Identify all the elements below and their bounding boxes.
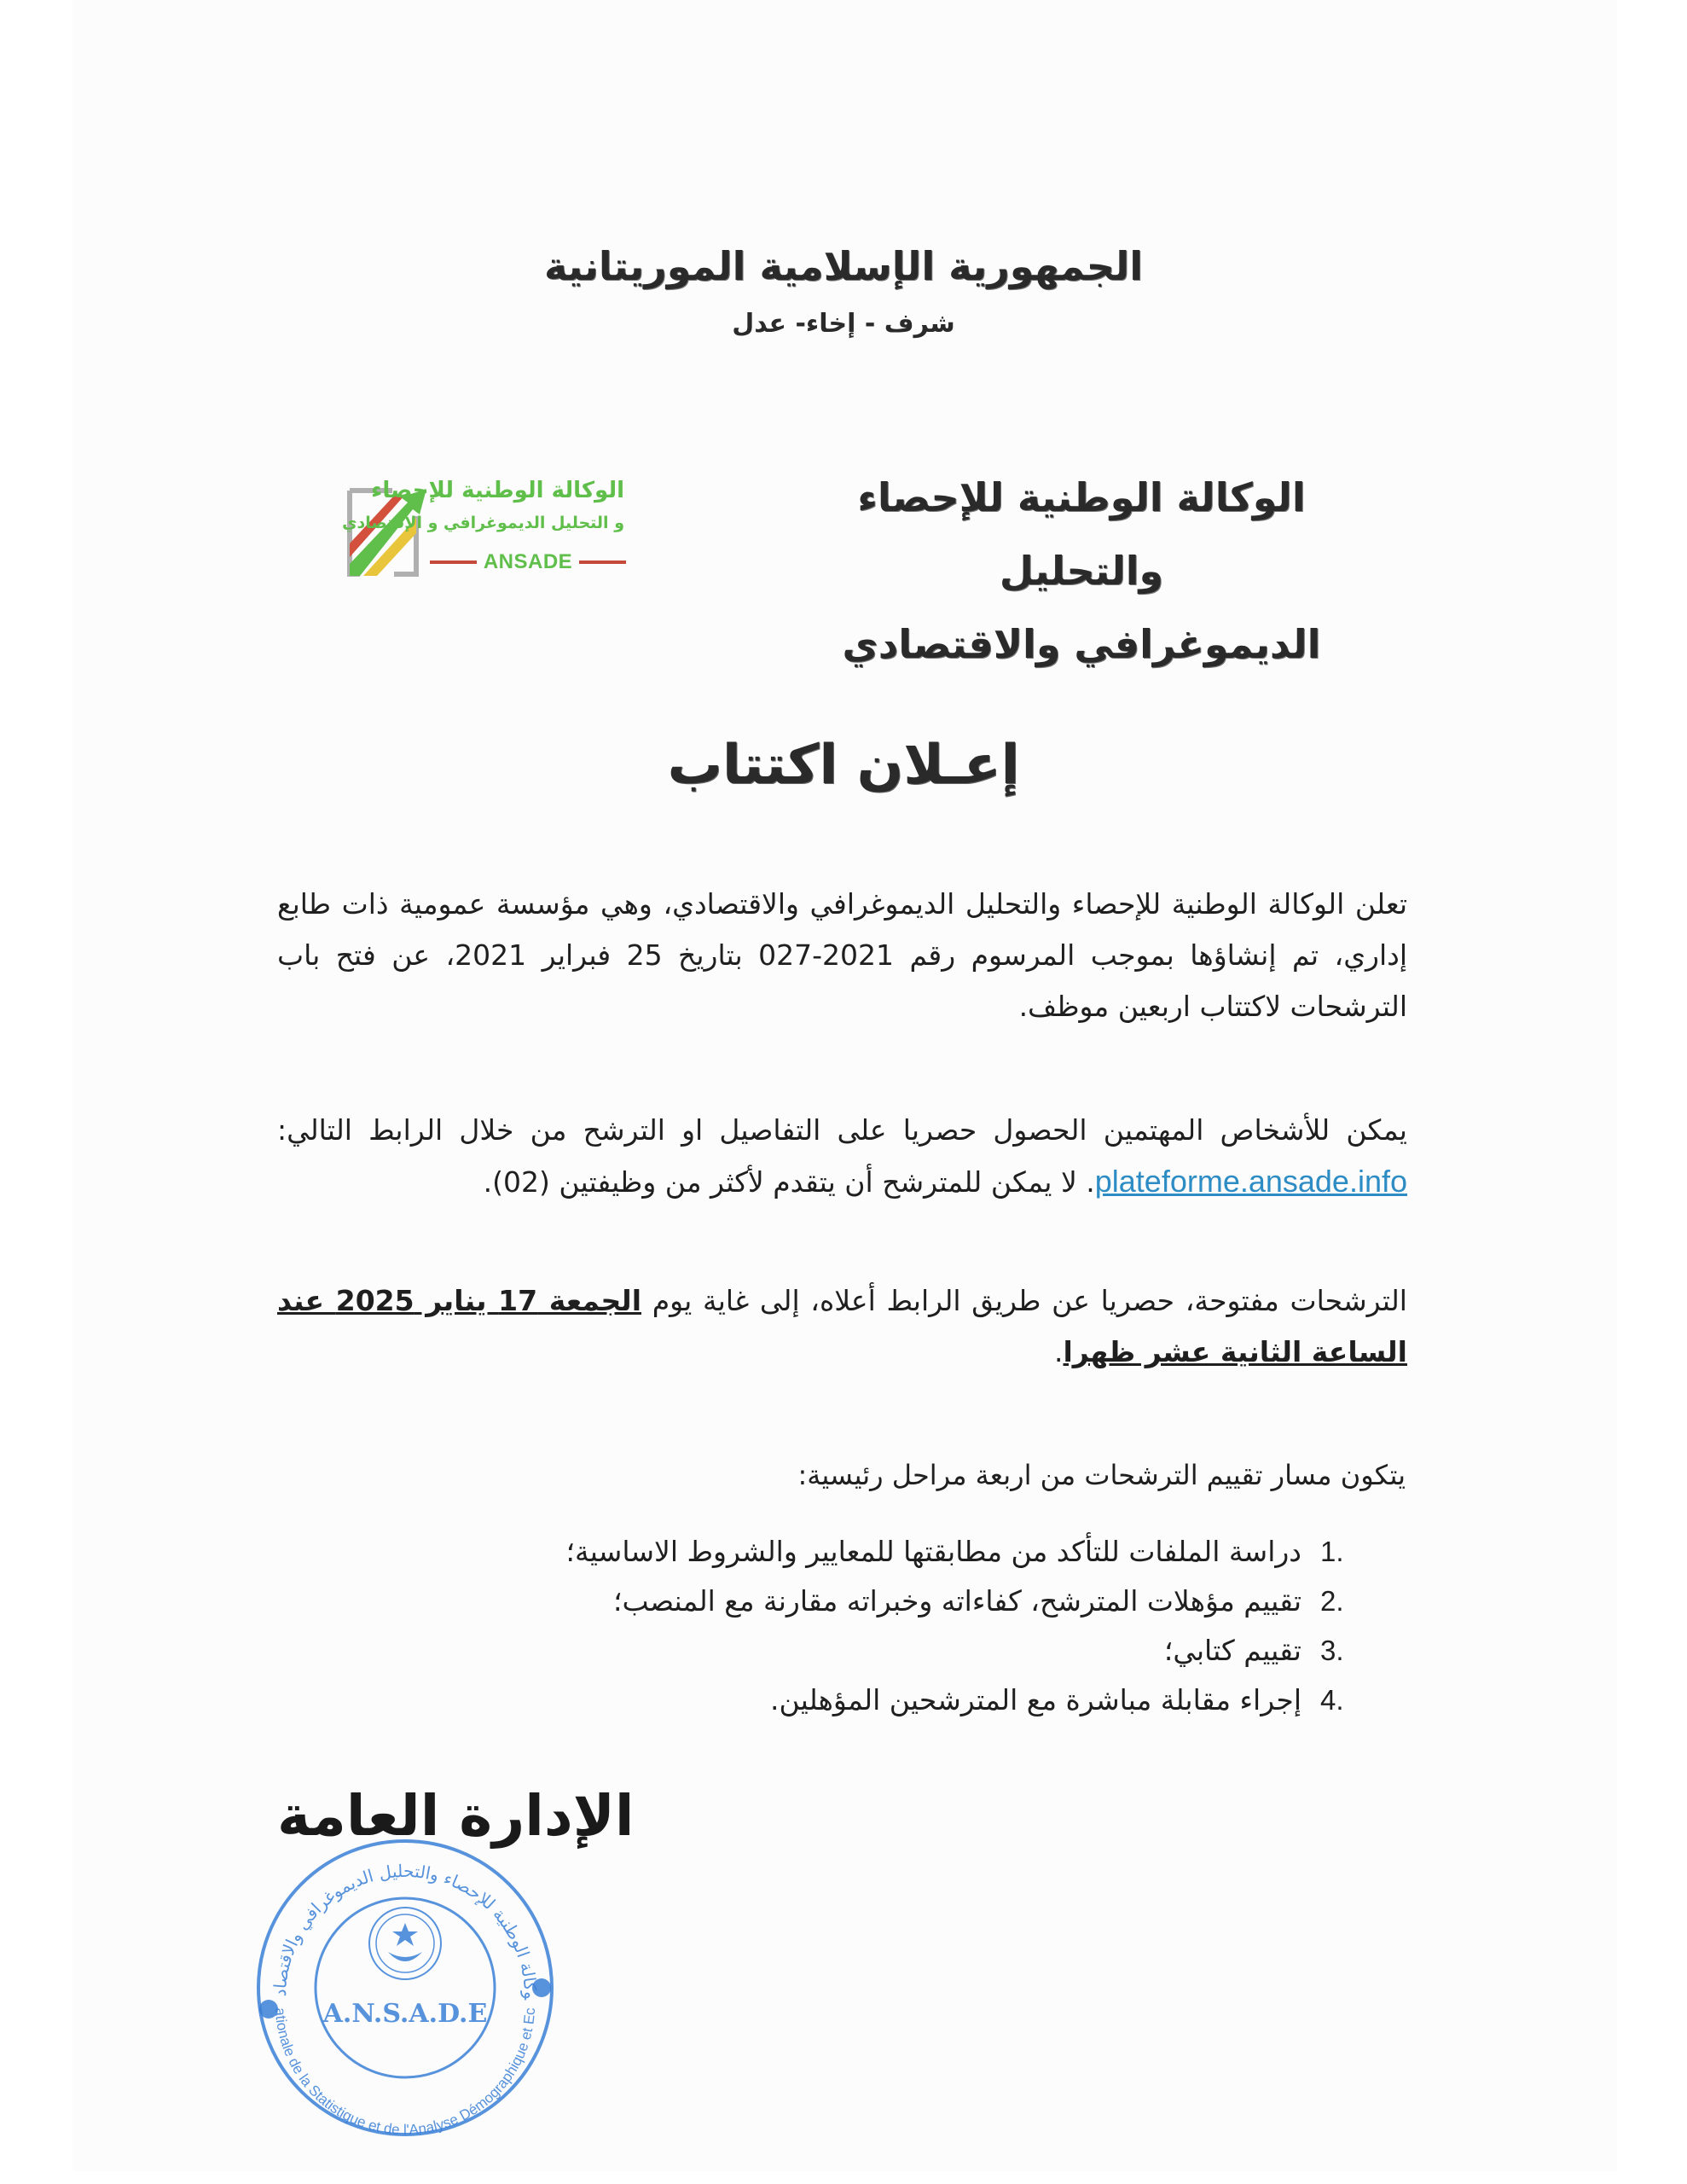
- deadline-intro: الترشحات مفتوحة، حصريا عن طريق الرابط أعلاه، إلى غاية يوم: [641, 1284, 1407, 1317]
- deadline-date: الجمعة 17 يناير 2025 عند الساعة الثانية عشر ظهرا: [277, 1284, 1407, 1368]
- application-paragraph: [277, 1105, 1407, 1208]
- application-limit-text: . لا يمكن للمترشح أن يتقدم لأكثر من وظيفتين (02).: [483, 1165, 1095, 1199]
- agency-name: [783, 461, 1380, 681]
- logo-text-line2: و التحليل الديموغرافي و الإقتصادي: [342, 514, 624, 532]
- stage-item: [566, 1676, 1354, 1725]
- deadline-paragraph: [277, 1275, 1407, 1378]
- ansade-logo: [342, 465, 626, 580]
- stage-number: 2.: [1320, 1585, 1344, 1617]
- stage-number: 4.: [1320, 1684, 1344, 1716]
- svg-text:الوكالة الوطنية للإحصاء والتحل: [252, 1834, 541, 2001]
- stage-text: تقييم كتابي؛: [1163, 1634, 1301, 1667]
- stage-item: [566, 1577, 1354, 1626]
- stamp-arabic-ring: وكالة الوطنية للإحصاء والتحليل الديموغرافي والاقتصادي: [269, 1860, 542, 2001]
- country-name: الجمهورية الإسلامية الموريتانية: [543, 243, 1144, 289]
- stages-intro: يتكون مسار تقييم الترشحات من اربعة مراحل رئيسية:: [797, 1459, 1406, 1491]
- stage-text: تقييم مؤهلات المترشح، كفاءاته وخبراته مقارنة مع المنصب؛: [613, 1584, 1301, 1618]
- stage-number: 3.: [1320, 1635, 1344, 1666]
- agency-name-line2: الديموغرافي والاقتصادي: [842, 621, 1321, 667]
- agency-name-line1: الوكالة الوطنية للإحصاء والتحليل: [857, 474, 1306, 594]
- logo-text-line1: الوكالة الوطنية للإحصاء: [371, 478, 624, 503]
- stages-list: [566, 1527, 1354, 1725]
- logo-brand: [430, 550, 626, 574]
- stamp-french-ring: ationale de la Statistique et de l'Analyse Démographique et Ec: [271, 2007, 539, 2139]
- logo-divider-left: [430, 561, 477, 564]
- page-title: إعـلان اكتتاب: [667, 734, 1020, 797]
- stage-text: إجراء مقابلة مباشرة مع المترشحين المؤهلين.: [770, 1683, 1301, 1716]
- stage-item: [566, 1527, 1354, 1577]
- application-text: يمكن للأشخاص المهتمين الحصول حصريا على التفاصيل او الترشح من خلال الرابط التالي:: [277, 1113, 1407, 1147]
- stage-text: دراسة الملفات للتأكد من مطابقتها للمعايير والشروط الاساسية؛: [565, 1535, 1301, 1568]
- logo-divider-right: [579, 561, 626, 564]
- signature-general-management: الإدارة العامة: [277, 1783, 635, 1849]
- platform-link[interactable]: plateforme.ansade.info: [1094, 1164, 1407, 1199]
- intro-paragraph: تعلن الوكالة الوطنية للإحصاء والتحليل الديموغرافي والاقتصادي، وهي مؤسسة عمومية ذات طابع إداري، تم إنشاؤها بموجب المرسوم رقم 2021-027 بتاريخ 25 فبراير 2021، عن فتح باب الترشحات لاكتتاب اربعين موظف.: [277, 887, 1407, 1023]
- deadline-end: .: [1054, 1335, 1064, 1368]
- stamp-seal-icon: [252, 1834, 559, 2141]
- national-motto: شرف - إخاء- عدل: [732, 309, 955, 339]
- official-stamp: [252, 1834, 559, 2141]
- stage-item: [566, 1626, 1354, 1676]
- logo-brand-text: ANSADE: [483, 550, 573, 573]
- stamp-center-text: A.N.S.A.D.E: [322, 1999, 488, 2029]
- stage-number: 1.: [1320, 1536, 1344, 1567]
